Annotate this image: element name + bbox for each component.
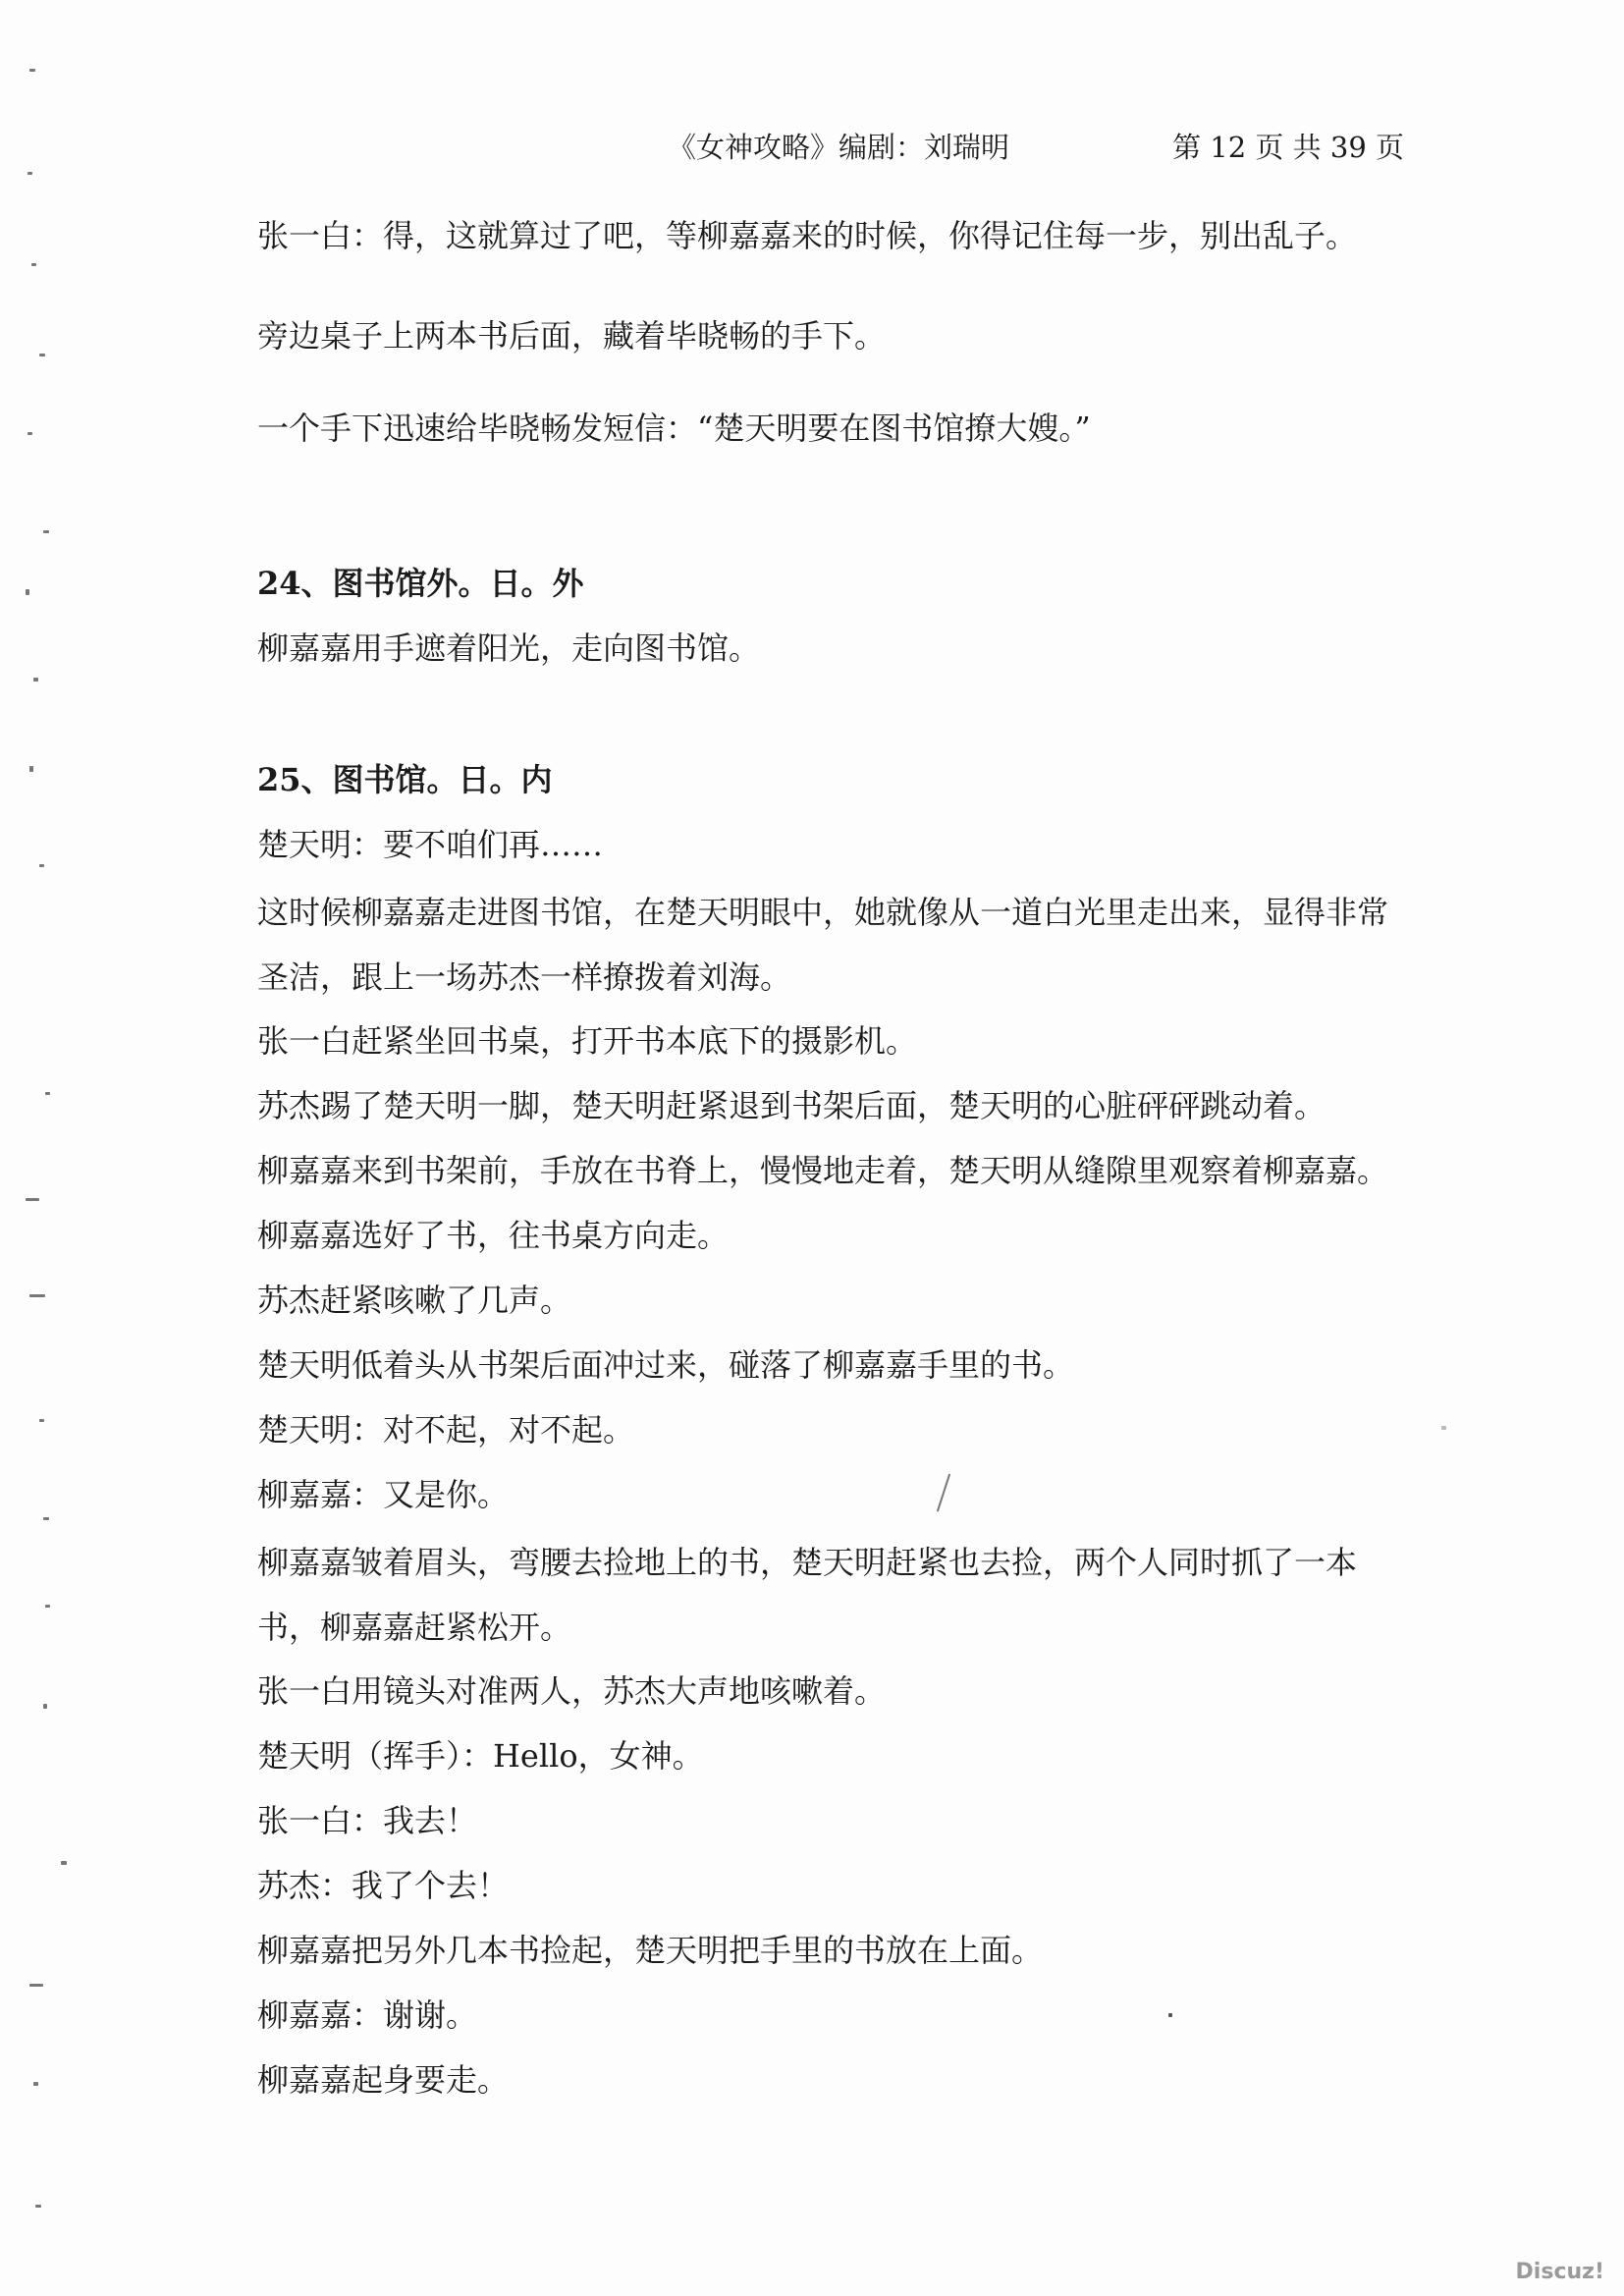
action-line: 一个手下迅速给毕晓畅发短信：“楚天明要在图书馆撩大嫂。” <box>257 410 1091 447</box>
scan-speck <box>29 766 33 772</box>
dialogue-line: 张一白：得，这就算过了吧，等柳嘉嘉来的时候，你得记住每一步，别出乱子。 <box>257 217 1358 254</box>
scene-heading-25: 25、图书馆。日。内 <box>257 761 553 798</box>
scan-speck <box>31 263 36 266</box>
scan-speck <box>45 1605 50 1608</box>
action-line: 柳嘉嘉把另外几本书捡起，楚天明把手里的书放在上面。 <box>257 1932 1044 1969</box>
action-line: 苏杰踢了楚天明一脚，楚天明赶紧退到书架后面，楚天明的心脏砰砰跳动着。 <box>257 1087 1326 1124</box>
scan-speck <box>45 1092 50 1095</box>
action-line: 楚天明低着头从书架后面冲过来，碰落了柳嘉嘉手里的书。 <box>257 1346 1075 1384</box>
action-line: 苏杰赶紧咳嗽了几声。 <box>257 1282 572 1319</box>
action-paragraph: 柳嘉嘉皱着眉头，弯腰去捡地上的书，楚天明赶紧也去捡，两个人同时抓了一本书，柳嘉嘉赶紧松开。 <box>257 1544 1358 1646</box>
scan-speck <box>35 2205 41 2208</box>
scan-speck <box>61 1861 67 1865</box>
scan-speck <box>1168 2013 1172 2017</box>
dialogue-line: 苏杰：我了个去！ <box>257 1867 510 1904</box>
action-line: 柳嘉嘉起身要走。 <box>257 2061 510 2099</box>
scan-speck <box>29 69 35 72</box>
scan-speck <box>43 1704 47 1709</box>
scan-speck <box>39 1419 44 1422</box>
scan-speck <box>29 1294 45 1297</box>
dialogue-line: 张一白：我去！ <box>257 1802 478 1839</box>
script-title: 《女神攻略》编剧：刘瑞明 <box>668 131 1010 164</box>
scan-speck <box>43 1517 49 1520</box>
dialogue-line: 楚天明：要不咱们再…… <box>257 826 604 863</box>
dialogue-line: 柳嘉嘉：又是你。 <box>257 1476 510 1513</box>
scan-speck <box>33 2082 38 2086</box>
action-line: 柳嘉嘉选好了书，往书桌方向走。 <box>257 1217 730 1254</box>
action-line: 张一白赶紧坐回书桌，打开书本底下的摄影机。 <box>257 1022 918 1060</box>
dialogue-line: 楚天明：对不起，对不起。 <box>257 1411 635 1449</box>
scan-speck <box>33 678 38 682</box>
scan-speck <box>43 530 49 533</box>
action-line: 张一白用镜头对准两人，苏杰大声地咳嗽着。 <box>257 1672 887 1710</box>
dialogue-line: 柳嘉嘉：谢谢。 <box>257 1996 478 2034</box>
scan-speck <box>26 1198 39 1201</box>
pen-stroke-mark <box>937 1474 950 1512</box>
scan-speck <box>39 354 45 356</box>
action-line: 柳嘉嘉用手遮着阳光，走向图书馆。 <box>257 629 761 667</box>
scene-heading-24: 24、图书馆外。日。外 <box>257 565 584 602</box>
scan-speck <box>1441 1426 1446 1430</box>
watermark: Discuz! <box>1515 2260 1604 2284</box>
scan-speck <box>29 1984 43 1987</box>
scan-speck <box>26 589 29 595</box>
scan-speck <box>39 864 44 867</box>
page-number: 第 12 页 共 39 页 <box>1172 131 1404 164</box>
scan-speck <box>27 172 32 175</box>
page-header <box>668 126 1414 169</box>
action-paragraph: 这时候柳嘉嘉走进图书馆，在楚天明眼中，她就像从一道白光里走出来，显得非常圣洁，跟上一场苏杰一样撩拨着刘海。 <box>257 894 1389 996</box>
dialogue-line: 楚天明（挥手）：Hello，女神。 <box>257 1737 704 1775</box>
action-line: 柳嘉嘉来到书架前，手放在书脊上，慢慢地走着，楚天明从缝隙里观察着柳嘉嘉。 <box>257 1152 1389 1189</box>
scan-speck <box>27 432 32 435</box>
action-line: 旁边桌子上两本书后面，藏着毕晓畅的手下。 <box>257 317 887 355</box>
